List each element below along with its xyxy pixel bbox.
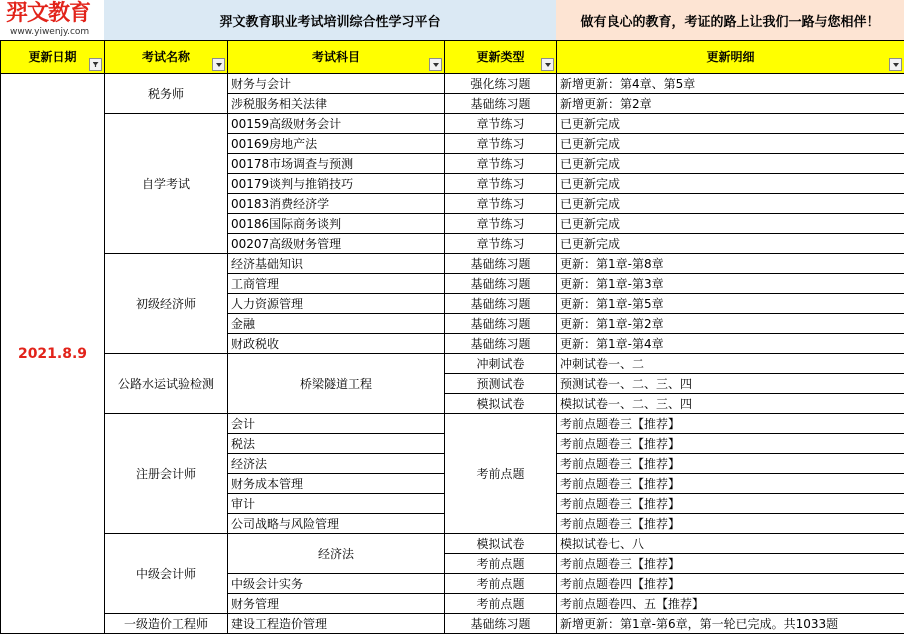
type-cell: 章节练习 xyxy=(445,154,557,174)
slogan: 做有良心的教育，考证的路上让我们一路与您相伴！ xyxy=(556,0,904,40)
type-cell: 考前点题 xyxy=(445,574,557,594)
table-row xyxy=(1,74,904,94)
table-row xyxy=(1,254,904,274)
exam-name-cell: 初级经济师 xyxy=(105,254,228,354)
subject-cell: 财政税收 xyxy=(228,334,445,354)
subject-cell: 00183消费经济学 xyxy=(228,194,445,214)
detail-cell: 已更新完成 xyxy=(557,134,904,154)
subject-cell: 00159高级财务会计 xyxy=(228,114,445,134)
detail-cell: 预测试卷一、二、三、四 xyxy=(557,374,904,394)
detail-cell: 考前点题卷三【推荐】 xyxy=(557,414,904,434)
detail-cell: 更新：第1章-第5章 xyxy=(557,294,904,314)
col-header-type: 更新类型 xyxy=(445,41,557,74)
update-date-cell: 2021.8.9 xyxy=(1,74,105,634)
subject-cell: 财务管理 xyxy=(228,594,445,614)
type-cell: 基础练习题 xyxy=(445,294,557,314)
subject-cell: 审计 xyxy=(228,494,445,514)
exam-name-cell: 一级造价工程师 xyxy=(105,614,228,634)
col-header-subject: 考试科目 xyxy=(228,41,445,74)
type-cell: 章节练习 xyxy=(445,214,557,234)
subject-cell: 人力资源管理 xyxy=(228,294,445,314)
subject-cell: 00169房地产法 xyxy=(228,134,445,154)
header-row xyxy=(1,41,904,74)
detail-cell: 新增更新：第2章 xyxy=(557,94,904,114)
subject-cell: 涉税服务相关法律 xyxy=(228,94,445,114)
type-cell: 模拟试卷 xyxy=(445,394,557,414)
detail-cell: 新增更新：第1章-第6章，第一轮已完成。共1033题 xyxy=(557,614,904,634)
detail-cell: 模拟试卷一、二、三、四 xyxy=(557,394,904,414)
exam-name-cell: 公路水运试验检测 xyxy=(105,354,228,414)
detail-cell: 已更新完成 xyxy=(557,114,904,134)
detail-cell: 更新：第1章-第4章 xyxy=(557,334,904,354)
exam-name-cell: 税务师 xyxy=(105,74,228,114)
platform-title: 羿文教育职业考试培训综合性学习平台 xyxy=(104,0,556,40)
type-cell: 章节练习 xyxy=(445,174,557,194)
detail-cell: 已更新完成 xyxy=(557,214,904,234)
type-cell: 章节练习 xyxy=(445,134,557,154)
detail-cell: 考前点题卷三【推荐】 xyxy=(557,494,904,514)
type-cell: 基础练习题 xyxy=(445,614,557,634)
detail-cell: 已更新完成 xyxy=(557,234,904,254)
filter-dropdown-icon[interactable] xyxy=(212,58,225,71)
subject-cell: 建设工程造价管理 xyxy=(228,614,445,634)
type-cell: 基础练习题 xyxy=(445,254,557,274)
detail-cell: 已更新完成 xyxy=(557,174,904,194)
subject-cell: 会计 xyxy=(228,414,445,434)
type-cell: 模拟试卷 xyxy=(445,534,557,554)
table-row xyxy=(1,414,904,434)
detail-cell: 已更新完成 xyxy=(557,154,904,174)
detail-cell: 更新：第1章-第3章 xyxy=(557,274,904,294)
type-cell: 强化练习题 xyxy=(445,74,557,94)
type-cell: 基础练习题 xyxy=(445,94,557,114)
table-row xyxy=(1,614,904,634)
detail-cell: 考前点题卷四、五【推荐】 xyxy=(557,594,904,614)
type-cell: 基础练习题 xyxy=(445,334,557,354)
type-cell: 预测试卷 xyxy=(445,374,557,394)
type-cell: 考前点题 xyxy=(445,594,557,614)
filter-dropdown-icon[interactable] xyxy=(429,58,442,71)
subject-cell: 桥梁隧道工程 xyxy=(228,354,445,414)
subject-cell: 财务与会计 xyxy=(228,74,445,94)
logo-text: 羿文教育 xyxy=(6,2,90,26)
col-header-exam: 考试名称 xyxy=(105,41,228,74)
subject-cell: 00179谈判与推销技巧 xyxy=(228,174,445,194)
detail-cell: 新增更新：第4章、第5章 xyxy=(557,74,904,94)
detail-cell: 考前点题卷四【推荐】 xyxy=(557,574,904,594)
filter-dropdown-icon[interactable] xyxy=(889,58,902,71)
subject-cell: 金融 xyxy=(228,314,445,334)
type-cell: 考前点题 xyxy=(445,414,557,534)
detail-cell: 考前点题卷三【推荐】 xyxy=(557,434,904,454)
subject-cell: 工商管理 xyxy=(228,274,445,294)
detail-cell: 更新：第1章-第2章 xyxy=(557,314,904,334)
type-cell: 章节练习 xyxy=(445,114,557,134)
subject-cell: 公司战略与风险管理 xyxy=(228,514,445,534)
exam-name-cell: 中级会计师 xyxy=(105,534,228,614)
subject-cell: 经济法 xyxy=(228,534,445,574)
filter-dropdown-icon[interactable] xyxy=(541,58,554,71)
detail-cell: 模拟试卷七、八 xyxy=(557,534,904,554)
detail-cell: 考前点题卷三【推荐】 xyxy=(557,474,904,494)
detail-cell: 更新：第1章-第8章 xyxy=(557,254,904,274)
subject-cell: 税法 xyxy=(228,434,445,454)
subject-cell: 00207高级财务管理 xyxy=(228,234,445,254)
logo xyxy=(0,0,104,40)
detail-cell: 冲刺试卷一、二 xyxy=(557,354,904,374)
subject-cell: 00186国际商务谈判 xyxy=(228,214,445,234)
type-cell: 考前点题 xyxy=(445,554,557,574)
subject-cell: 00178市场调查与预测 xyxy=(228,154,445,174)
detail-cell: 考前点题卷三【推荐】 xyxy=(557,554,904,574)
table-row xyxy=(1,114,904,134)
type-cell: 基础练习题 xyxy=(445,274,557,294)
subject-cell: 财务成本管理 xyxy=(228,474,445,494)
subject-cell: 经济基础知识 xyxy=(228,254,445,274)
exam-name-cell: 注册会计师 xyxy=(105,414,228,534)
type-cell: 基础练习题 xyxy=(445,314,557,334)
logo-url: www.yiwenjy.com xyxy=(10,27,89,37)
detail-cell: 已更新完成 xyxy=(557,194,904,214)
exam-name-cell: 自学考试 xyxy=(105,114,228,254)
col-header-detail: 更新明细 xyxy=(557,41,904,74)
table-row xyxy=(1,354,904,374)
update-table xyxy=(0,40,904,634)
detail-cell: 考前点题卷三【推荐】 xyxy=(557,454,904,474)
filter-active-icon[interactable] xyxy=(89,58,102,71)
type-cell: 冲刺试卷 xyxy=(445,354,557,374)
table-row xyxy=(1,534,904,554)
type-cell: 章节练习 xyxy=(445,234,557,254)
type-cell: 章节练习 xyxy=(445,194,557,214)
col-header-date: 更新日期 xyxy=(1,41,105,74)
top-banner xyxy=(0,0,904,40)
subject-cell: 中级会计实务 xyxy=(228,574,445,594)
subject-cell: 经济法 xyxy=(228,454,445,474)
detail-cell: 考前点题卷三【推荐】 xyxy=(557,514,904,534)
